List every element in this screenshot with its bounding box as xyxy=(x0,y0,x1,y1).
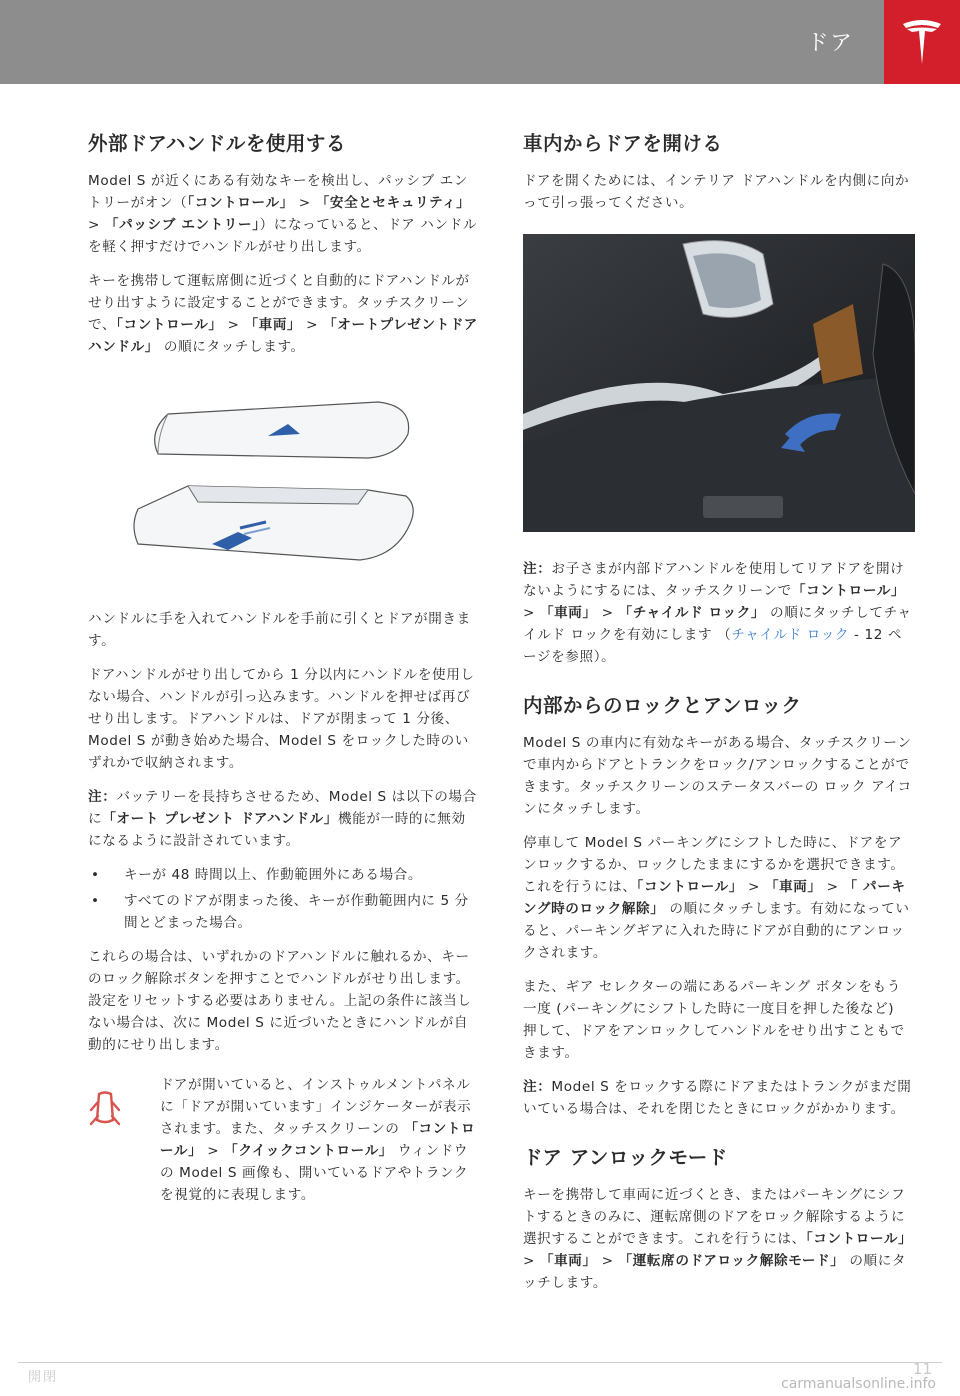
paragraph: これらの場合は、いずれかのドアハンドルに触れるか、キーのロック解除ボタンを押すことでハンドルがせり出します。設定をリセットする必要はありません。上記の条件に該当しない場合は、次に Model S に近づいたときにハンドルが自動的にせり出します。 xyxy=(88,949,472,1053)
note: 注：Model S をロックする際にドアまたはトランクがまだ開いている場合は、それを閉じたときにロックがかかります。 xyxy=(523,1079,912,1117)
paragraph: ドアハンドルがせり出してから 1 分以内にハンドルを使用しない場合、ハンドルが引っ込みます。ハンドルを押せば再びせり出します。ドアハンドルは、ドアが閉まって 1 分後、 Model S が動き始めた場合、Model S をロックした時のいずれかで収納されます。 xyxy=(88,667,475,771)
paragraph: 停車して Model S パーキングにシフトした時に、ドアをアンロックするか、ロックしたままにするかを選択できます。これを行うには、「コントロール」 > 「車両」 > 「 パーキング時のロック解除」 の順にタッチします。有効になっていると、パーキングギアに入れた時にドアが自動的にアンロックされます。 xyxy=(523,835,910,961)
heading-exterior-handle: 外部ドアハンドルを使用する xyxy=(88,132,346,155)
interior-door-photo xyxy=(523,234,915,532)
watermark: carmanualsonline.info xyxy=(781,1376,936,1392)
left-column xyxy=(88,128,478,1218)
tesla-logo xyxy=(884,0,960,84)
footer-section: 開閉 xyxy=(28,1370,59,1385)
door-handle-illustration xyxy=(128,394,448,574)
list-item: • キーが 48 時間以上、作動範囲外にある場合。 xyxy=(91,867,423,883)
paragraph: ドアを開くためには、インテリア ドアハンドルを内側に向かって引っ張ってください。 xyxy=(523,173,910,211)
tesla-logo-icon xyxy=(901,18,943,66)
right-column xyxy=(523,128,913,1306)
paragraph: キーを携帯して運転席側に近づくと自動的にドアハンドルがせり出すように設定することができます。タッチスクリーンで、「コントロール」 > 「車両」 > 「オートプレゼントドアハンドル」 の順にタッチします。 xyxy=(88,273,478,355)
paragraph: キーを携帯して車両に近づくとき、またはパーキングにシフトするときのみに、運転席側のドアをロック解除するように選択することができます。これを行うには、「コントロール」 > 「車両」 > 「運転席のドアロック解除モード」 の順にタッチします。 xyxy=(523,1187,913,1291)
list-item: • すべてのドアが閉まった後、キーが作動範囲内に 5 分間とどまった場合。 xyxy=(91,893,469,931)
door-open-note xyxy=(88,1074,478,1218)
paragraph: ドアが開いていると、インストゥルメントパネルに「ドアが開いています」インジケーターが表示されます。また、タッチスクリーンの 「コントロール」 > 「クイックコントロール」 ウィンドウの Model S 画像も、開いているドアやトランクを視覚的に表現します。 xyxy=(160,1077,476,1203)
section-title: ドア xyxy=(806,31,854,56)
page-number: 11 xyxy=(912,1360,932,1378)
note: 注：お子さまが内部ドアハンドルを使用してリアドアを開けないようにするには、タッチスクリーンで「コントロール」 > 「車両」 > 「チャイルド ロック」 の順にタッチしてチャイルド ロックを有効にします （チャイルド ロック - 12 ページを参照）。 xyxy=(523,561,912,665)
child-lock-link[interactable]: チャイルド ロック xyxy=(731,627,850,643)
heading-unlock-mode: ドア アンロックモード xyxy=(523,1146,728,1169)
heading-lock-unlock: 内部からのロックとアンロック xyxy=(523,694,802,717)
note: 注：バッテリーを長持ちさせるため、Model S は以下の場合に「オート プレゼント ドアハンドル」機能が一時的に無効になるように設計されています。 xyxy=(88,789,477,849)
paragraph: ハンドルに手を入れてハンドルを手前に引くとドアが開きます。 xyxy=(88,611,471,649)
door-open-indicator-icon xyxy=(88,1074,160,1218)
heading-interior-open: 車内からドアを開ける xyxy=(523,132,723,155)
header-band xyxy=(0,0,884,84)
paragraph: Model S が近くにある有効なキーを検出し、パッシブ エントリーがオン（「コントロール」 > 「安全とセキュリティ」 > 「パッシブ エントリー」）になっていると、ドア ハンドルを軽く押すだけでハンドルがせり出します。 xyxy=(88,173,478,255)
paragraph: Model S の車内に有効なキーがある場合、タッチスクリーンで車内からドアとトランクをロック/アンロックすることができます。タッチスクリーンのステータスバーの ロック アイコンにタッチします。 xyxy=(523,735,912,817)
bullet-list xyxy=(88,864,478,934)
paragraph: また、ギア セレクターの端にあるパーキング ボタンをもう一度 (パーキングにシフトした時に一度目を押した後など) 押して、ドアをアンロックしてハンドルをせり出すこともできます。 xyxy=(523,979,905,1061)
footer-divider xyxy=(18,1362,942,1363)
